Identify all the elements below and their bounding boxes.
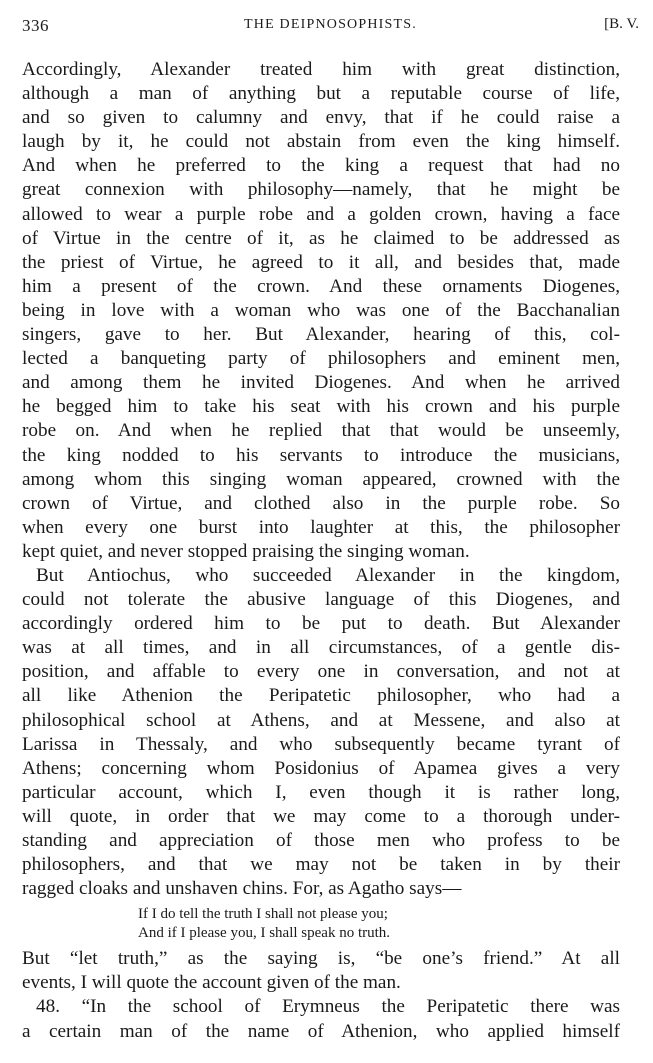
text-line: being in love with a woman who was one of the Bacchanalian [22,299,620,321]
text-line: all like Athenion the Peripatetic philosopher, who had a [22,685,620,707]
text-line: crown of Virtue, and clothed also in the purple robe. So [22,492,620,514]
text-line: ragged cloaks and unshaven chins. For, as Agatho says— [22,878,462,900]
text-line: But “let truth,” as the saying is, “be one’s friend.” At all [22,948,620,970]
text-line: And when he preferred to the king a request that had no [22,155,620,177]
text-line: a certain man of the name of Athenion, who applied himself [22,1020,620,1042]
text-line: lected a banqueting party of philosophers and eminent men, [22,348,620,370]
running-title: THE DEIPNOSOPHISTS. [244,17,417,32]
book-reference: [B. V. [604,16,639,32]
text-line: robe on. And when he replied that that would be unseemly, [22,420,620,442]
text-line: when every one burst into laughter at this, the philosopher [22,516,620,538]
text-line: although a man of anything but a reputable course of life, [22,83,620,105]
verse-line: And if I please you, I shall speak no truth. [138,925,391,942]
text-line: Larissa in Thessaly, and who subsequently became tyrant of [22,733,620,755]
paragraph-2 [22,564,620,901]
text-line: accordingly ordered him to be put to death. But Alexander [22,613,620,635]
text-line: could not tolerate the abusive language of this Diogenes, and [22,589,620,611]
text-line: kept quiet, and never stopped praising the singing woman. [22,540,470,562]
text-line: he begged him to take his seat with his crown and his purple [22,396,620,418]
text-line: events, I will quote the account given of the man. [22,972,401,994]
text-line: But Antiochus, who succeeded Alexander in the kingdom, [36,564,620,586]
page-header [22,16,639,42]
text-line: the priest of Virtue, he agreed to it all, and besides that, made [22,251,620,273]
text-line: of Virtue in the centre of it, as he claimed to be addressed as [22,227,620,249]
text-line: will quote, in order that we may come to a thorough under- [22,805,620,827]
text-line: among whom this singing woman appeared, crowned with the [22,468,620,490]
text-line: and so given to calumny and envy, that if he could raise a [22,107,620,129]
text-line: philosophical school at Athens, and at Messene, and also at [22,709,620,731]
verse-quotation [22,901,620,947]
text-line: was at all times, and in all circumstances, of a gentle dis- [22,637,620,659]
paragraph-3 [22,947,620,995]
text-line: allowed to wear a purple robe and a golden crown, having a face [22,203,620,225]
text-line: particular account, which I, even though it is rather long, [22,781,620,803]
text-line: philosophers, and that we may not be taken in by their [22,854,620,876]
text-line: him a present of the crown. And these ornaments Diogenes, [22,275,620,297]
text-line: great connexion with philosophy—namely, that he might be [22,179,620,201]
text-line: Athens; concerning whom Posidonius of Apamea gives a very [22,757,620,779]
page-number: 336 [22,16,49,35]
text-line: standing and appreciation of those men who profess to be [22,830,620,851]
text-line: and among them he invited Diogenes. And when he arrived [22,372,620,394]
verse-line: If I do tell the truth I shall not please you; [138,906,388,923]
text-line: 48. “In the school of Erymneus the Peripatetic there was [36,996,620,1018]
paragraph-1 [22,58,620,564]
text-line: laugh by it, he could not abstain from even the king himself. [22,131,620,153]
text-line: Accordingly, Alexander treated him with great distinction, [22,59,620,80]
text-line: the king nodded to his servants to introduce the musicians, [22,444,620,466]
body-text [22,58,620,1044]
text-line: position, and affable to every one in conversation, and not at [22,661,620,683]
text-line: singers, gave to her. But Alexander, hearing of this, col- [22,324,620,346]
paragraph-4 [22,995,620,1043]
